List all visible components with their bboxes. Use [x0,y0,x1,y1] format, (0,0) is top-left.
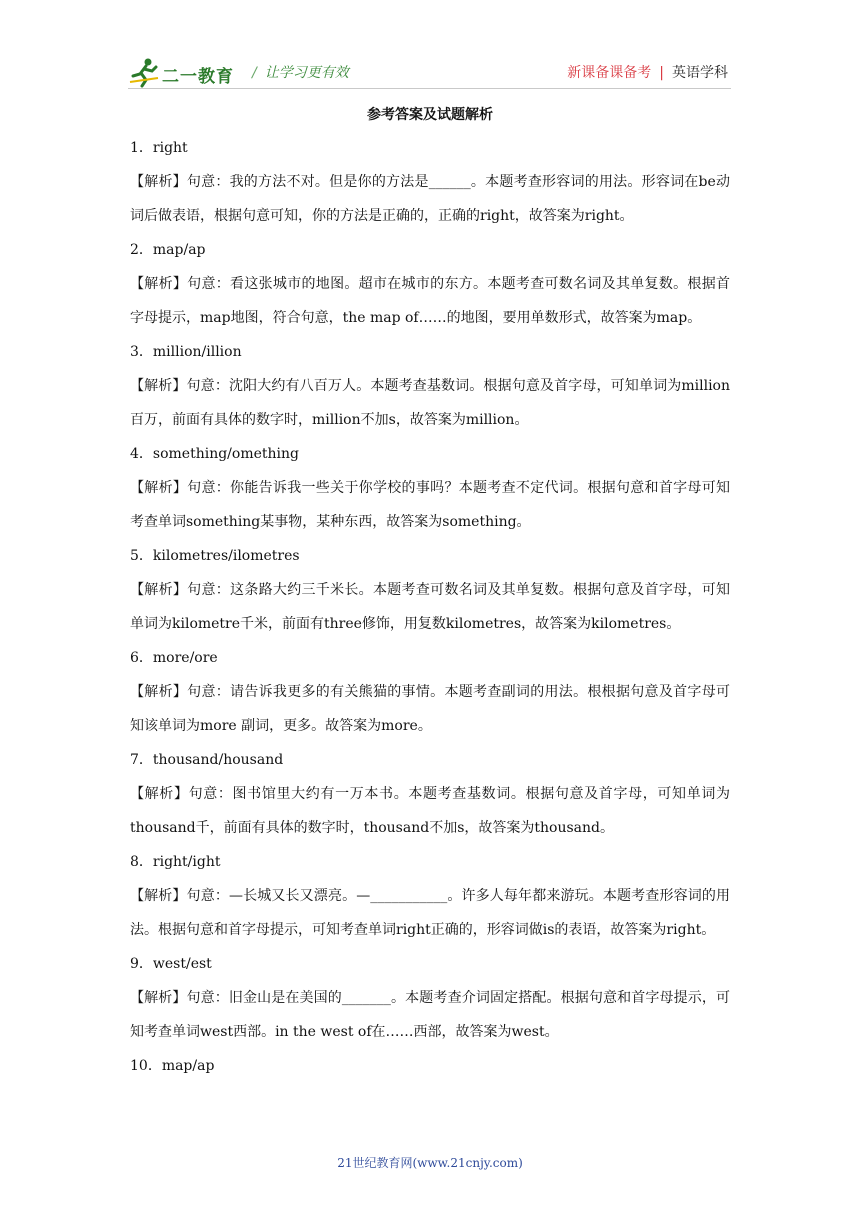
slogan-text: 让学习更有效 [264,65,349,81]
header-slogan [252,62,349,82]
answer-item-title: 2．map/ap [130,242,206,258]
answer-item-explanation: 【解析】句意：请告诉我更多的有关熊猫的事情。本题考查副词的用法。根根据句意及首字母可知该单词为more 副词，更多。故答案为more。 [130,684,730,734]
answer-item-title: 6．more/ore [130,650,218,666]
answer-item-title: 7．thousand/housand [130,752,284,768]
answer-item-explanation: 【解析】句意：你能告诉我一些关于你学校的事吗？本题考查不定代词。根据句意和首字母可知考查单词something某事物，某种东西，故答案为something。 [130,480,730,530]
page-footer: 21世纪教育网(www.21cnjy.com) [337,1156,523,1170]
answer-list [130,131,730,1083]
answer-item-explanation: 【解析】句意：沈阳大约有八百万人。本题考查基数词。根据句意及首字母，可知单词为million百万，前面有具体的数字时，million不加s，故答案为million。 [130,378,730,428]
answer-item-title: 5．kilometres/ilometres [130,548,300,564]
answer-item-title: 1．right [130,140,188,156]
subject-label: 英语学科 [672,65,728,81]
answer-item-title: 9．west/est [130,956,212,972]
course-tag: 新课备课备考 [567,65,652,81]
answer-item-title: 4．something/omething [130,446,299,462]
answer-item-explanation: 【解析】句意：这条路大约三千米长。本题考查可数名词及其单复数。根据句意及首字母，可知单词为kilometre千米，前面有three修饰，用复数kilometres，故答案为kilometres。 [130,582,730,632]
tag-separator: | [659,65,664,81]
answer-item-explanation: 【解析】句意：我的方法不对。但是你的方法是______。本题考查形容词的用法。形容词在be动词后做表语，根据句意可知，你的方法是正确的，正确的right，故答案为right。 [130,174,730,224]
slogan-separator: / [252,65,257,81]
answer-item-explanation: 【解析】句意：看这张城市的地图。超市在城市的东方。本题考查可数名词及其单复数。根据首字母提示，map地图，符合句意，the map of……的地图，要用单数形式，故答案为map。 [130,276,730,326]
header-divider [128,88,731,89]
header-subject-tag [567,62,728,82]
answer-item-explanation: 【解析】句意：旧金山是在美国的_______。本题考查介词固定搭配。根据句意和首字母提示，可知考查单词west西部。in the west of在……西部，故答案为west。 [130,990,730,1040]
answer-item-title: 8．right/ight [130,854,221,870]
answer-item-explanation: 【解析】句意：—长城又长又漂亮。—___________。许多人每年都来游玩。本题考查形容词的用法。根据句意和首字母提示，可知考查单词right正确的，形容词做is的表语，故答案为right。 [130,888,730,938]
answer-item-title: 10．map/ap [130,1058,215,1074]
page-title: 参考答案及试题解析 [367,107,493,123]
logo-text: 二一教育 [162,67,234,87]
page-header [128,56,728,90]
answer-item-explanation: 【解析】句意：图书馆里大约有一万本书。本题考查基数词。根据句意及首字母，可知单词为thousand千，前面有具体的数字时，thousand不加s，故答案为thousand。 [130,786,730,836]
answer-item-title: 3．million/illion [130,344,242,360]
runner-icon [128,56,162,88]
brand-logo [128,56,240,88]
